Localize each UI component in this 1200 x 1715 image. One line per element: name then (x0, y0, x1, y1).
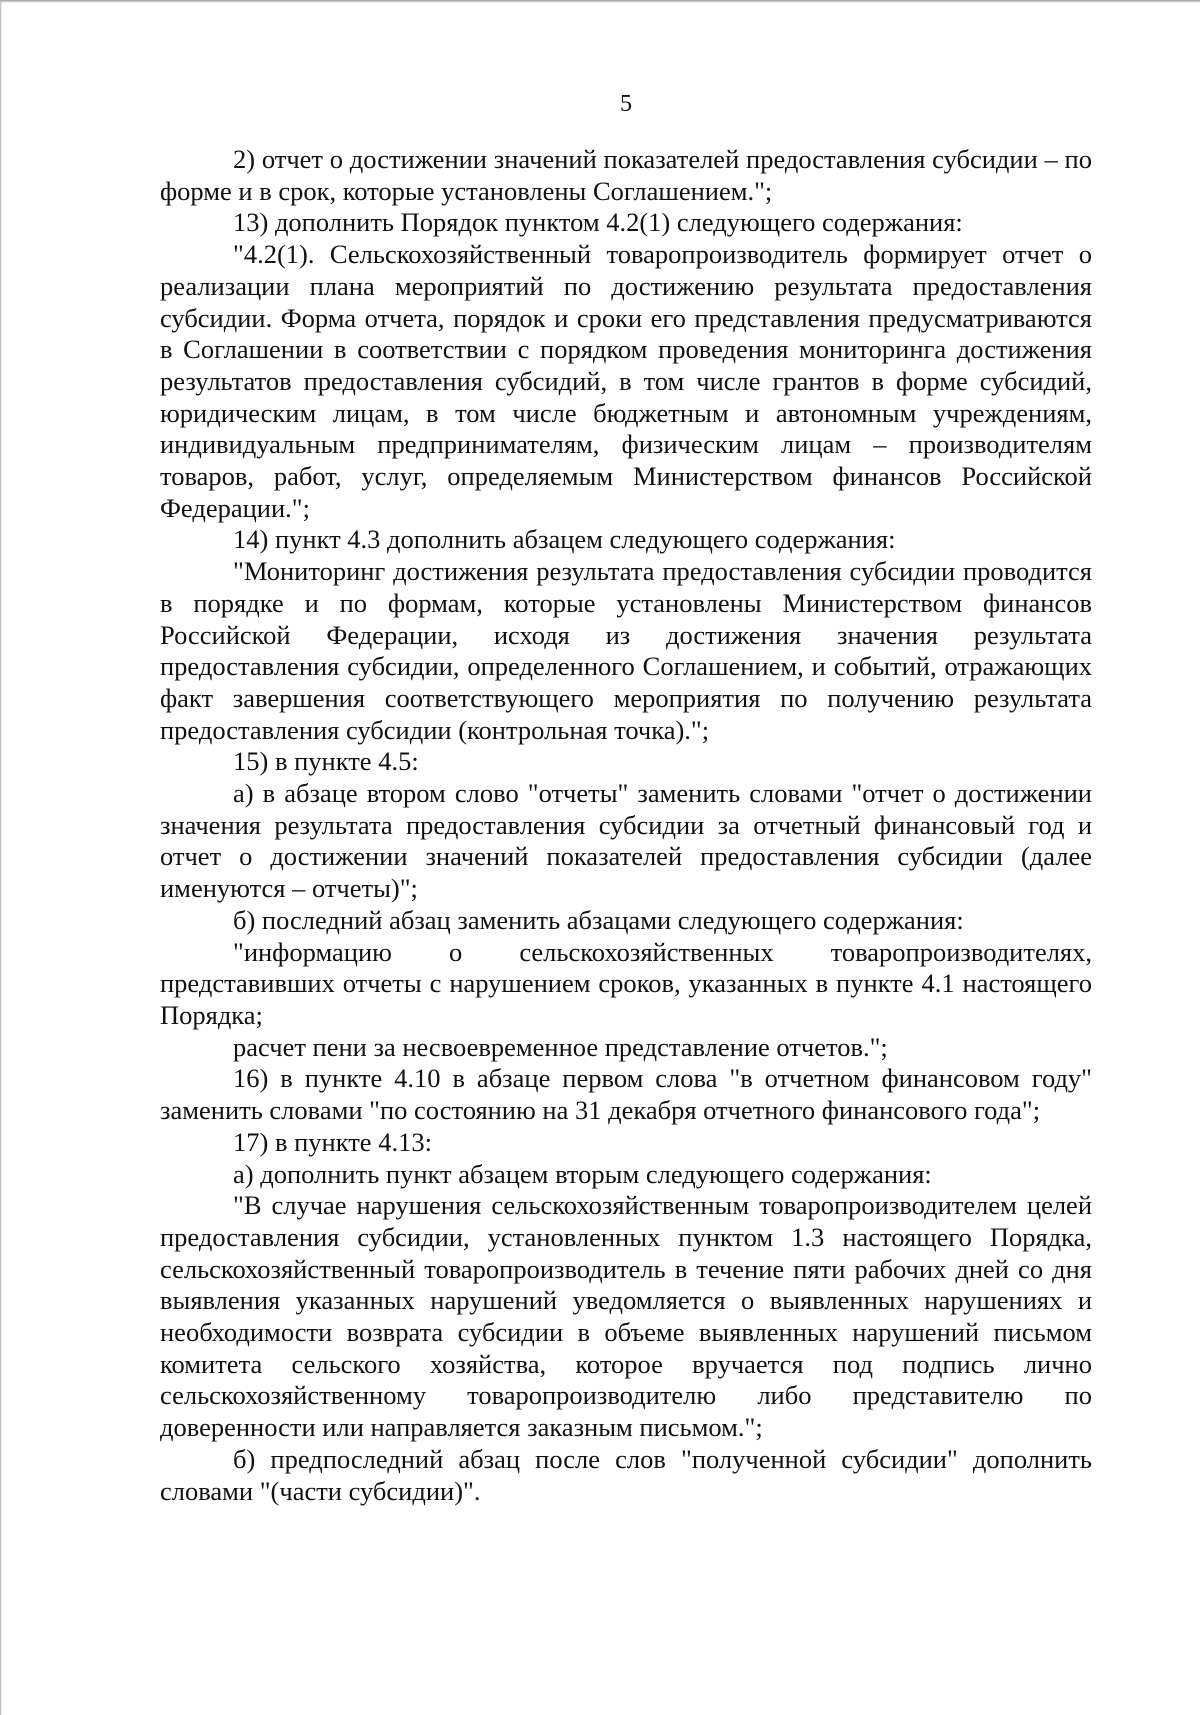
paragraph-item-15-a: а) в абзаце втором слово "отчеты" заменить словами "отчет о достижении значения результата предоставления субсидии за отчетный финансовый год и отчет о достижении значений показателей предоставления субсидии (далее именуются – отчеты)"; (160, 778, 1092, 904)
paragraph-monitoring: "Мониторинг достижения результата предоставления субсидии проводится в порядке и по формам, которые установлены Министерством финансов Российской Федерации, исходя из достижения значения результата предоставления субсидии, определенного Соглашением, и событий, отражающих факт завершения соответствующего мероприятия по получению результата предоставления субсидии (контрольная точка)."; (160, 556, 1092, 745)
paragraph-clause-4-2-1: "4.2(1). Сельскохозяйственный товаропроизводитель формирует отчет о реализации плана мероприятий по достижению результата предоставления субсидии. Форма отчета, порядок и сроки его представления предусматриваются в Соглашении в соответствии с порядком проведения мониторинга достижения результатов предоставления субсидий, в том числе грантов в форме субсидий, юридическим лицам, в том числе бюджетным и автономным учреждениям, индивидуальным предпринимателям, физическим лицам – производителям товаров, работ, услуг, определяемым Министерством финансов Российской Федерации."; (160, 239, 1092, 523)
paragraph-item-14: 14) пункт 4.3 дополнить абзацем следующего содержания: (233, 524, 896, 555)
paragraph-item-17: 17) в пункте 4.13: (233, 1126, 432, 1157)
document-page (160, 88, 1092, 1507)
page-number: 5 (620, 91, 632, 117)
document-body (160, 144, 1092, 1507)
scan-edge-top (0, 0, 1200, 3)
paragraph-item-13: 13) дополнить Порядок пунктом 4.2(1) следующего содержания: (233, 207, 963, 238)
paragraph-item-16: 16) в пункте 4.10 в абзаце первом слова "в отчетном финансовом году" заменить словами "по состоянию на 31 декабря отчетного финансового года"; (160, 1063, 1092, 1126)
paragraph-item-15-b: б) последний абзац заменить абзацами следующего содержания: (233, 904, 964, 935)
paragraph-report-item-2: 2) отчет о достижении значений показателей предоставления субсидии – по форме и в срок, которые установлены Соглашением."; (160, 144, 1092, 206)
paragraph-information: "информацию о сельскохозяйственных товаропроизводителях, представивших отчеты с нарушением сроков, указанных в пункте 4.1 настоящего Порядка; (160, 936, 1092, 1030)
paragraph-violation: "В случае нарушения сельскохозяйственным товаропроизводителем целей предоставления субсидии, установленных пунктом 1.3 настоящего Порядка, сельскохозяйственный товаропроизводитель в течение пяти рабочих дней со дня выявления указанных нарушений уведомляется о выявленных нарушениях и необходимости возврата субсидии в объеме выявленных нарушений письмом комитета сельского хозяйства, которое вручается под подпись лично сельскохозяйственному товаропроизводителю либо представителю по доверенности или направляется заказным письмом."; (160, 1190, 1092, 1443)
paragraph-item-17-a: а) дополнить пункт абзацем вторым следующего содержания: (233, 1158, 932, 1189)
paragraph-item-17-b: б) предпоследний абзац после слов "полученной субсидии" дополнить словами "(части субсидии)". (160, 1443, 1092, 1506)
paragraph-item-15: 15) в пункте 4.5: (233, 746, 419, 777)
paragraph-penalty: расчет пени за несвоевременное представление отчетов."; (233, 1031, 888, 1062)
scan-edge-left (0, 0, 2, 1715)
